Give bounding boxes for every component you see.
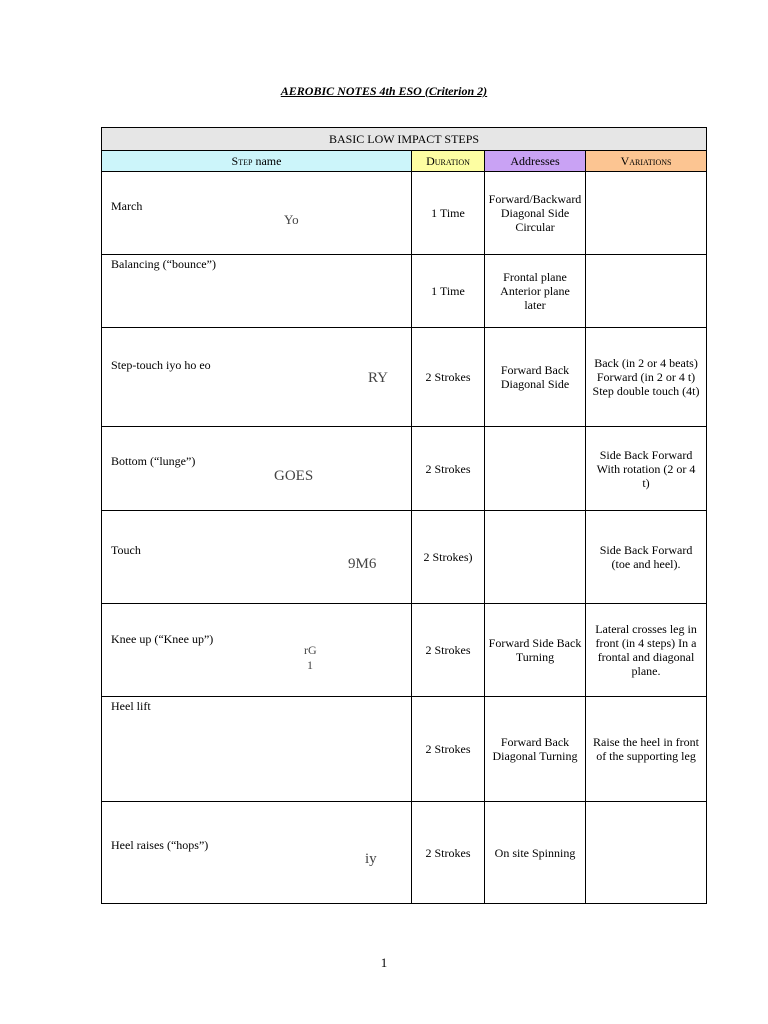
addresses-cell bbox=[485, 511, 586, 604]
step-name: Heel raises (“hops”) bbox=[111, 838, 209, 852]
variations-line: With rotation (2 or 4 bbox=[596, 461, 696, 476]
header-step-name: Step name bbox=[102, 151, 412, 172]
table-row bbox=[102, 328, 707, 427]
step-name-cell bbox=[102, 172, 412, 255]
addresses-cell bbox=[485, 697, 586, 802]
variations-line: Back (in 2 or 4 beats) bbox=[594, 356, 698, 370]
step-glyph: GOES bbox=[274, 468, 314, 484]
variations-line: Side Back Forward bbox=[599, 543, 693, 557]
table-row bbox=[102, 802, 707, 904]
variations-line: Step double touch (4t) bbox=[592, 384, 700, 398]
step-name: March bbox=[111, 199, 143, 213]
step-glyph: rG bbox=[304, 643, 317, 657]
table-row bbox=[102, 697, 707, 802]
table-row bbox=[102, 604, 707, 697]
variations-line: frontal and diagonal bbox=[597, 650, 695, 664]
header-addresses: Addresses bbox=[485, 151, 586, 172]
variations-line: (toe and heel). bbox=[611, 557, 681, 571]
addresses-line: Diagonal Side bbox=[500, 206, 570, 220]
variations-cell bbox=[586, 511, 707, 604]
step-name: Step-touch iyo ho eo bbox=[111, 358, 211, 372]
addresses-cell bbox=[485, 427, 586, 511]
addresses-line: Turning bbox=[515, 650, 555, 664]
variations-cell bbox=[586, 328, 707, 427]
step-name-cell bbox=[102, 802, 412, 904]
step-name: Touch bbox=[111, 543, 141, 557]
addresses-cell bbox=[485, 802, 586, 904]
duration-cell: 1 Time bbox=[412, 255, 485, 328]
step-name-cell bbox=[102, 697, 412, 802]
step-name-cell bbox=[102, 255, 412, 328]
duration-cell: 1 Time bbox=[412, 172, 485, 255]
addresses-cell bbox=[485, 604, 586, 697]
table-row bbox=[102, 427, 707, 511]
variations-line: front (in 4 steps) In a bbox=[595, 636, 697, 650]
variations-line: Side Back Forward bbox=[599, 447, 693, 462]
step-glyph: RY bbox=[368, 370, 389, 386]
step-glyph: iy bbox=[365, 851, 377, 867]
addresses-line: Frontal plane bbox=[503, 270, 567, 284]
variations-cell bbox=[586, 427, 707, 511]
addresses-line: Forward/Backward bbox=[488, 192, 582, 206]
duration-cell: 2 Strokes bbox=[412, 697, 485, 802]
variations-cell bbox=[586, 697, 707, 802]
step-name: Heel lift bbox=[111, 699, 151, 713]
addresses-line: Forward Back bbox=[500, 363, 570, 377]
table-row bbox=[102, 511, 707, 604]
addresses-line: Forward Side Back bbox=[488, 636, 582, 650]
addresses-line: Circular bbox=[515, 220, 555, 234]
variations-cell bbox=[586, 255, 707, 328]
table-banner: BASIC LOW IMPACT STEPS bbox=[102, 128, 707, 151]
variations-cell bbox=[586, 802, 707, 904]
step-name-cell bbox=[102, 604, 412, 697]
addresses-line: Anterior plane bbox=[500, 284, 570, 298]
addresses-line: later bbox=[524, 298, 546, 312]
variations-line: Forward (in 2 or 4 t) bbox=[596, 370, 696, 384]
addresses-cell bbox=[485, 328, 586, 427]
variations-line: plane. bbox=[631, 664, 661, 678]
duration-cell: 2 Strokes bbox=[412, 427, 485, 511]
step-glyph: 9M6 bbox=[348, 556, 377, 572]
addresses-line: Forward Back bbox=[500, 735, 570, 749]
steps-table bbox=[101, 127, 707, 904]
variations-line: Lateral crosses leg in bbox=[595, 622, 697, 636]
variations-line: t) bbox=[642, 475, 650, 490]
document-title: AEROBIC NOTES 4th ESO (Criterion 2) bbox=[280, 84, 488, 98]
addresses-cell bbox=[485, 255, 586, 328]
addresses-line: Diagonal Turning bbox=[492, 749, 578, 763]
duration-cell: 2 Strokes bbox=[412, 604, 485, 697]
duration-cell: 2 Strokes bbox=[412, 802, 485, 904]
step-glyph: Yo bbox=[284, 212, 299, 227]
step-name: Knee up (“Knee up”) bbox=[111, 632, 214, 646]
duration-cell: 2 Strokes) bbox=[412, 511, 485, 604]
duration-cell: 2 Strokes bbox=[412, 328, 485, 427]
addresses-cell bbox=[485, 172, 586, 255]
step-name: Bottom (“lunge”) bbox=[111, 454, 196, 468]
page-number: 1 bbox=[380, 955, 388, 970]
step-name-cell bbox=[102, 511, 412, 604]
variations-line: Raise the heel in front bbox=[593, 735, 699, 749]
table-row bbox=[102, 172, 707, 255]
step-name-cell bbox=[102, 427, 412, 511]
step-glyph-secondary: 1 bbox=[307, 658, 313, 672]
header-duration: Duration bbox=[412, 151, 485, 172]
variations-cell bbox=[586, 172, 707, 255]
variations-line: of the supporting leg bbox=[596, 749, 696, 763]
step-name: Balancing (“bounce”) bbox=[111, 257, 216, 271]
step-name-cell bbox=[102, 328, 412, 427]
variations-cell bbox=[586, 604, 707, 697]
addresses-line: Diagonal Side bbox=[500, 377, 570, 391]
table-row bbox=[102, 255, 707, 328]
header-variations: Variations bbox=[586, 151, 707, 172]
addresses-line: On site Spinning bbox=[494, 845, 576, 860]
